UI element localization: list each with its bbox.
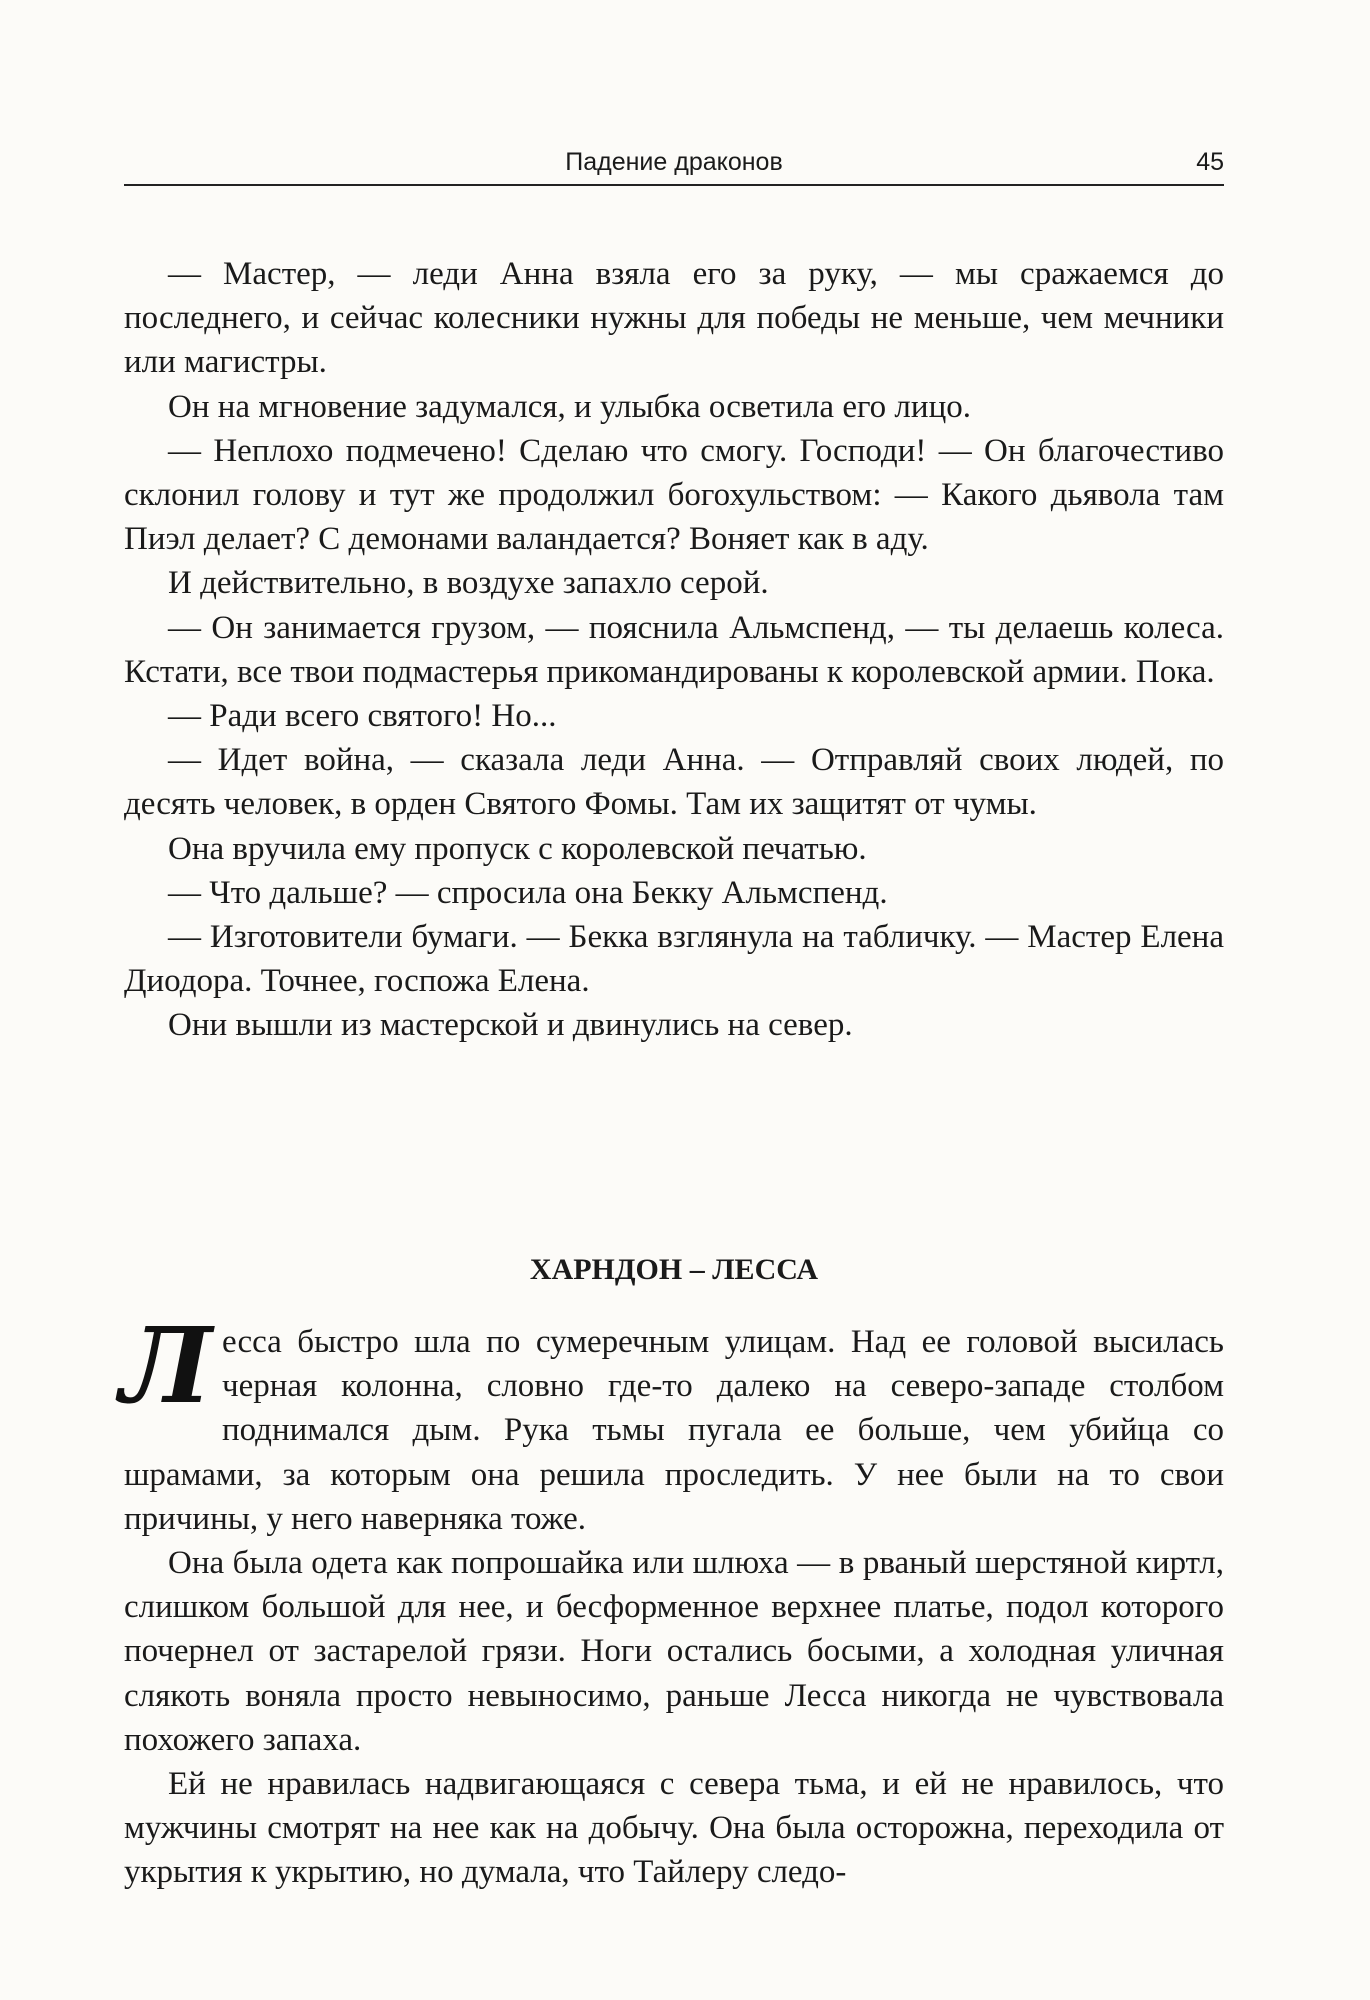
running-head — [124, 144, 1224, 186]
paragraph: — Он занимается грузом, — пояснила Альмспенд, — ты делаешь колеса. Кстати, все твои подмастерья прикомандированы к королевской армии. Пока. — [124, 609, 1224, 690]
running-title: Падение драконов — [565, 148, 783, 176]
paragraph: Она вручила ему пропуск с королевской печатью. — [168, 830, 867, 867]
section-first-paragraph — [120, 1304, 1224, 1541]
paragraph: — Что дальше? — спросила она Бекку Альмспенд. — [168, 874, 888, 911]
paragraph: Они вышли из мастерской и двинулись на север. — [168, 1007, 853, 1044]
page-number: 45 — [1196, 148, 1224, 176]
section-text — [120, 1304, 1224, 1895]
paragraph: И действительно, в воздухе запахло серой. — [168, 565, 769, 602]
paragraph: — Идет война, — сказала леди Анна. — Отправляй своих людей, по десять человек, в орден Святого Фомы. Там их защитят от чумы. — [124, 742, 1224, 823]
paragraph: Он на мгновение задумался, и улыбка осветила его лицо. — [168, 388, 971, 425]
paragraph: — Мастер, — леди Анна взяла его за руку, — мы сражаемся до последнего, и сейчас колесники нужны для победы не меньше, чем мечники или магистры. — [124, 256, 1224, 381]
drop-cap: Л — [120, 1304, 212, 1427]
paragraph: — Неплохо подмечено! Сделаю что смогу. Господи! — Он благочестиво склонил голову и тут же продолжил богохульством: — Какого дьявола там Пиэл делает? С демонами валандается? Воняет как в аду. — [124, 432, 1224, 558]
body-text — [124, 252, 1224, 1048]
paragraph: Ей не нравилась надвигающаяся с севера тьма, и ей не нравилось, что мужчины смотрят на нее как на добычу. Она была осторожна, переходила от укрытия к укрытию, но думала, что Тайлеру следо- — [124, 1766, 1224, 1891]
first-paragraph-text: есса быстро шла по сумеречным улицам. Над ее головой высилась черная колонна, словно где-то далеко на северо-западе столбом поднимался дым. Рука тьмы пугала ее больше, чем убийца со шрамами, за которым она решила проследить. У нее были на то свои причины, у него наверняка тоже. — [124, 1324, 1224, 1537]
paragraph: — Ради всего святого! Но... — [168, 698, 557, 735]
section-heading: ХАРНДОН – ЛЕССА — [529, 1253, 819, 1286]
paragraph: — Изготовители бумаги. — Бекка взглянула на табличку. — Мастер Елена Диодора. Точнее, госпожа Елена. — [124, 919, 1224, 1000]
paragraph: Она была одета как попрошайка или шлюха — в рваный шерстяной киртл, слишком большой для нее, и бесформенное верхнее платье, подол которого почернел от застарелой грязи. Ноги остались босыми, а холодная уличная слякоть воняла просто невыносимо, раньше Лесса никогда не чувствовала похожего запаха. — [124, 1545, 1224, 1758]
